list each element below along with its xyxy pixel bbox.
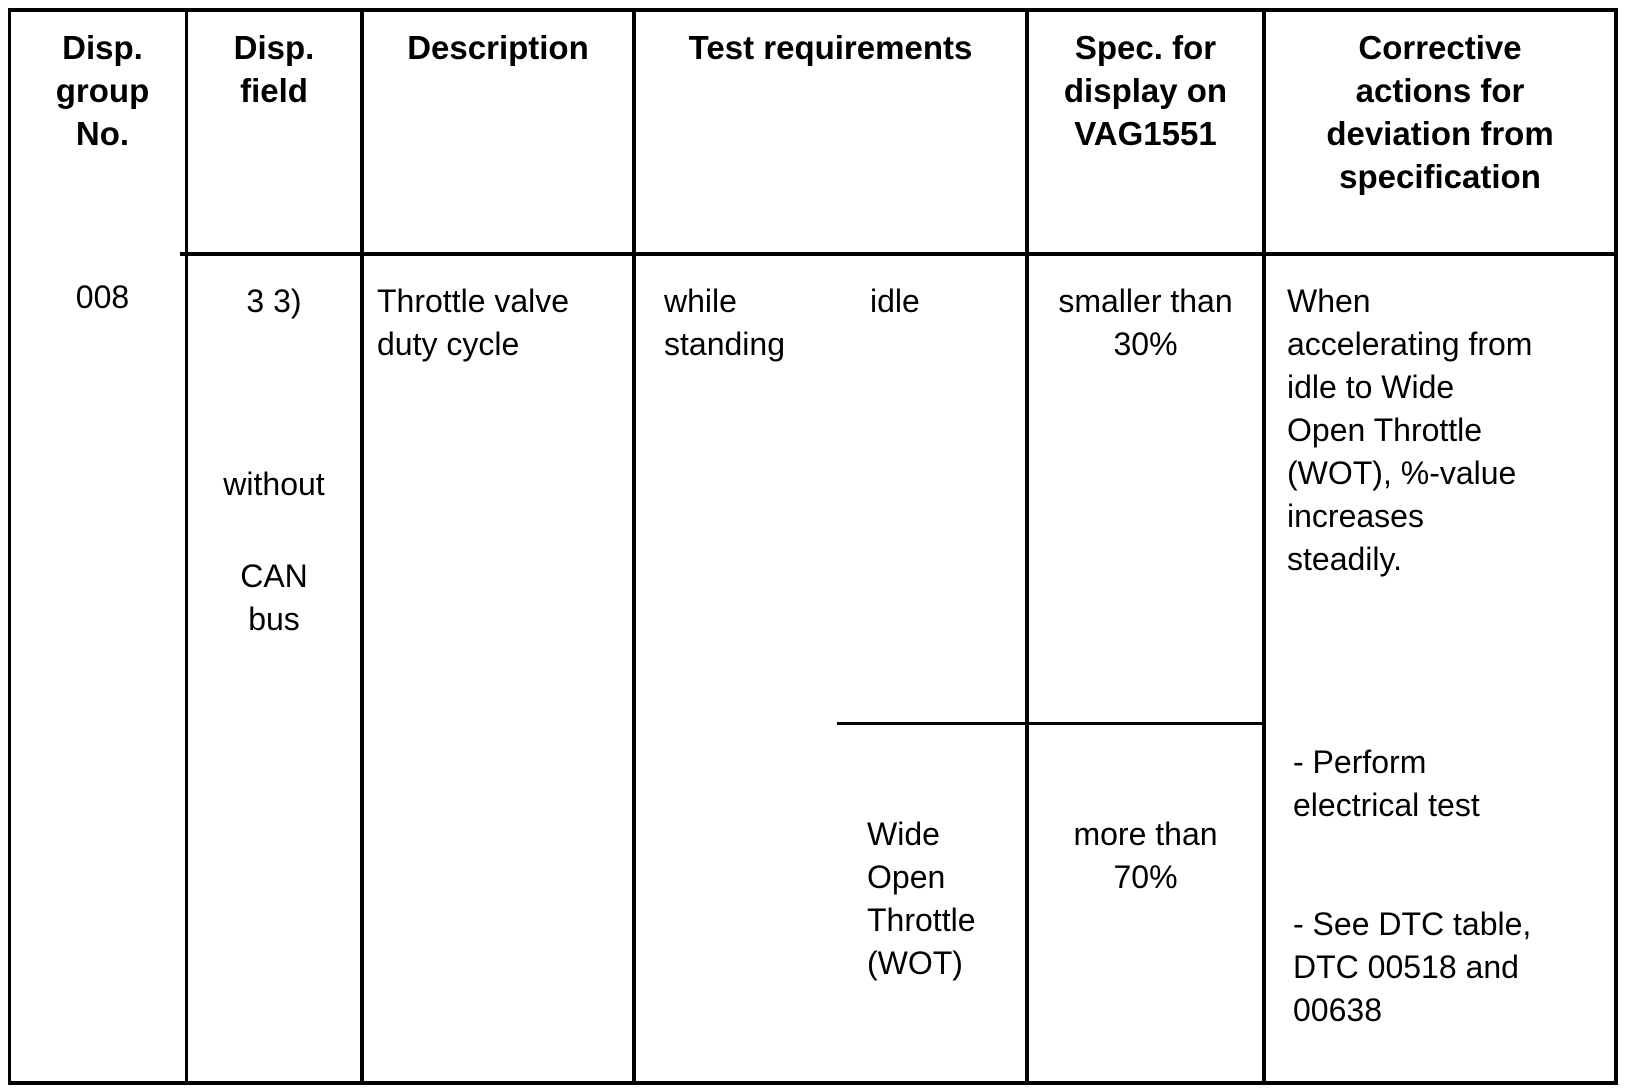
col-divider-1	[185, 8, 188, 1085]
col-divider-2	[360, 8, 364, 1085]
cell-description: Throttle valve duty cycle	[377, 283, 570, 362]
cell-field-number: 3 3)	[246, 283, 302, 319]
header-corrective-actions: Corrective actions for deviation from specification	[1326, 29, 1554, 195]
cell-field-can-bus: CAN bus	[240, 558, 308, 637]
header-spec-display: Spec. for display on VAG1551	[1063, 29, 1228, 152]
cell-corrective-dtc-table: - See DTC table, DTC 00518 and 00638	[1293, 906, 1532, 1028]
header-disp-field: Disp. field	[233, 29, 315, 109]
header-test-requirements: Test requirements	[688, 29, 973, 66]
table-top-border	[8, 8, 1618, 12]
col-divider-3	[632, 8, 636, 1085]
col-divider-4	[1025, 8, 1029, 1085]
cell-corrective-description: When accelerating from idle to Wide Open Throttle (WOT), %-value increases steadily.	[1287, 283, 1533, 577]
cell-condition: while standing	[664, 283, 785, 362]
cell-state-idle: idle	[870, 283, 920, 319]
cell-state-wot: Wide Open Throttle (WOT)	[867, 816, 976, 981]
table-right-border	[1614, 8, 1618, 1085]
table-left-border	[8, 8, 11, 1085]
header-disp-group-no: Disp. group No.	[55, 29, 150, 152]
cell-spec-idle: smaller than 30%	[1058, 283, 1233, 362]
cell-field-without: without	[223, 466, 325, 502]
header-divider	[180, 252, 1618, 256]
header-description: Description	[407, 29, 589, 66]
sub-row-divider	[837, 722, 1263, 725]
cell-spec-wot: more than 70%	[1073, 816, 1218, 895]
cell-corrective-electrical-test: - Perform electrical test	[1293, 744, 1480, 823]
table-bottom-border	[8, 1081, 1618, 1085]
cell-group-no: 008	[75, 279, 130, 315]
